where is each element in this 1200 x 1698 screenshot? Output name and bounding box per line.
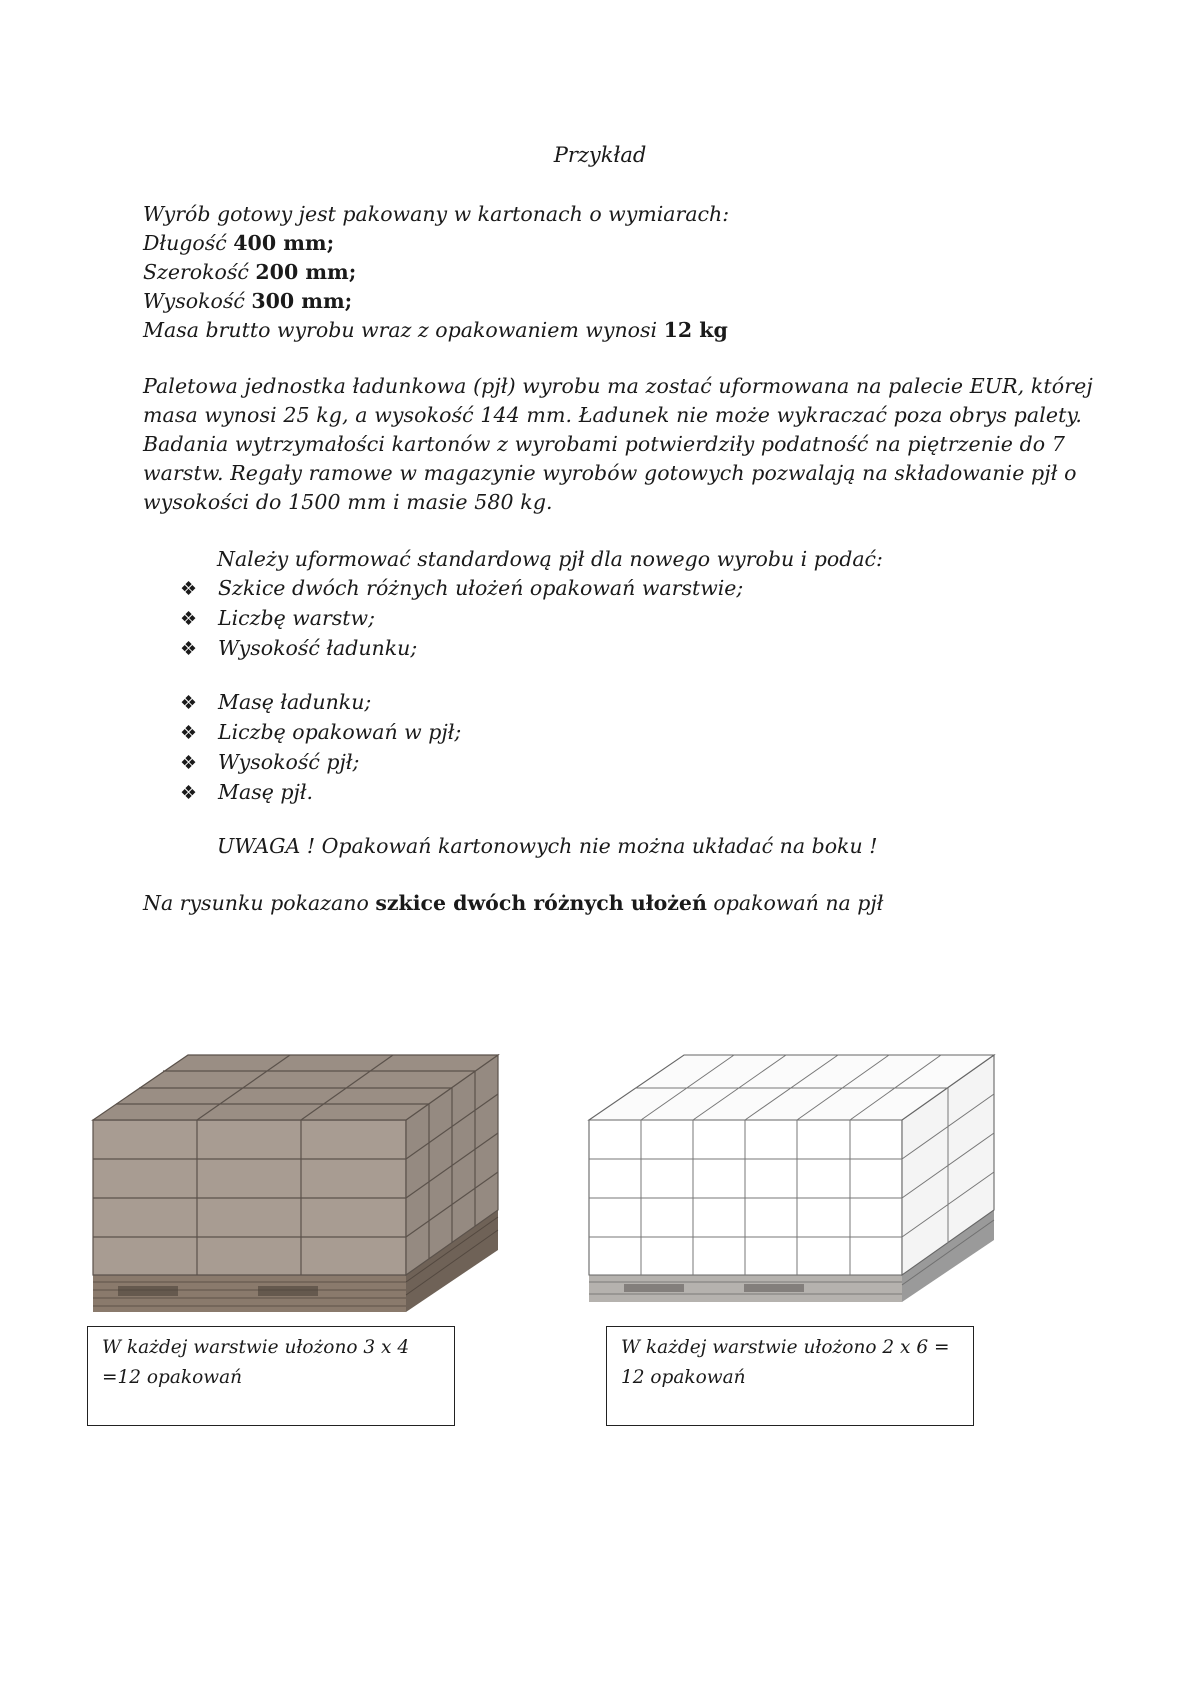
description-line: masa wynosi 25 kg, a wysokość 144 mm. Ładunek nie może wykraczać poza obrys palety. <box>143 403 1083 427</box>
length-label: Długość <box>143 231 227 255</box>
bullet-icon: ❖ <box>180 782 198 804</box>
list-item <box>180 748 461 778</box>
height-value: 300 mm; <box>251 289 353 313</box>
figure-note-bold: szkice dwóch różnych ułożeń <box>375 891 707 915</box>
list-item <box>180 778 461 808</box>
list-item-text: Liczbę warstw; <box>218 606 376 630</box>
caption-right <box>606 1326 974 1426</box>
caption-right-line: W każdej warstwie ułożono 2 x 6 = <box>621 1337 950 1358</box>
width-label: Szerokość <box>143 260 249 284</box>
list-item <box>180 688 461 718</box>
task-heading-text: Należy uformować standardową pjł dla nowego wyrobu i podać: <box>217 547 883 571</box>
bullet-icon: ❖ <box>180 722 198 744</box>
task-list-1 <box>180 574 743 664</box>
intro-block <box>143 200 1063 345</box>
height-line <box>143 287 1063 316</box>
task-list-2 <box>180 688 461 808</box>
list-item <box>180 604 743 634</box>
list-item-text: Wysokość pjł; <box>218 750 360 774</box>
list-item-text: Masę ładunku; <box>218 690 372 714</box>
bullet-icon: ❖ <box>180 638 198 660</box>
warning-text: UWAGA ! Opakowań kartonowych nie można układać na boku ! <box>217 834 878 858</box>
description-line: Paletowa jednostka ładunkowa (pjł) wyrobu ma zostać uformowana na palecie EUR, której <box>143 374 1093 398</box>
list-item <box>180 634 743 664</box>
length-line <box>143 229 1063 258</box>
list-item <box>180 574 743 604</box>
description-line: warstw. Regały ramowe w magazynie wyrobów gotowych pozwalają na składowanie pjł o <box>143 461 1077 485</box>
figure-note-suffix: opakowań na pjł <box>713 891 884 915</box>
pallet-2x6-illustration <box>584 1050 1004 1315</box>
mass-line <box>143 316 1063 345</box>
list-item-text: Masę pjł. <box>218 780 314 804</box>
list-item-text: Liczbę opakowań w pjł; <box>218 720 462 744</box>
bullet-icon: ❖ <box>180 608 198 630</box>
task-heading <box>217 545 1137 574</box>
bullet-icon: ❖ <box>180 578 198 600</box>
caption-left-line: W każdej warstwie ułożono 3 x 4 <box>102 1337 410 1358</box>
list-item-text: Wysokość ładunku; <box>218 636 418 660</box>
pallet-3x4-illustration <box>88 1050 508 1315</box>
warning-note <box>217 832 1137 861</box>
caption-left-line: =12 opakowań <box>102 1367 243 1388</box>
width-value: 200 mm; <box>255 260 357 284</box>
list-item-text: Szkice dwóch różnych ułożeń opakowań warstwie; <box>218 576 744 600</box>
caption-right-line: 12 opakowań <box>621 1367 746 1388</box>
mass-label: Masa brutto wyrobu wraz z opakowaniem wynosi <box>143 318 658 342</box>
figure-note-prefix: Na rysunku pokazano <box>143 891 369 915</box>
width-line <box>143 258 1063 287</box>
figure-note-line <box>143 889 1063 918</box>
length-value: 400 mm; <box>233 231 335 255</box>
description-line: Badania wytrzymałości kartonów z wyrobami potwierdziły podatność na piętrzenie do 7 <box>143 432 1066 456</box>
bullet-icon: ❖ <box>180 692 198 714</box>
figure-note <box>143 889 1063 918</box>
mass-value: 12 kg <box>663 318 728 342</box>
list-item <box>180 718 461 748</box>
caption-left <box>87 1326 455 1426</box>
bullet-icon: ❖ <box>180 752 198 774</box>
intro-line: Wyrób gotowy jest pakowany w kartonach o wymiarach: <box>143 202 730 226</box>
height-label: Wysokość <box>143 289 245 313</box>
description-line: wysokości do 1500 mm i masie 580 kg. <box>143 490 553 514</box>
page-title: Przykład <box>553 143 647 167</box>
description-paragraph <box>143 372 1093 517</box>
